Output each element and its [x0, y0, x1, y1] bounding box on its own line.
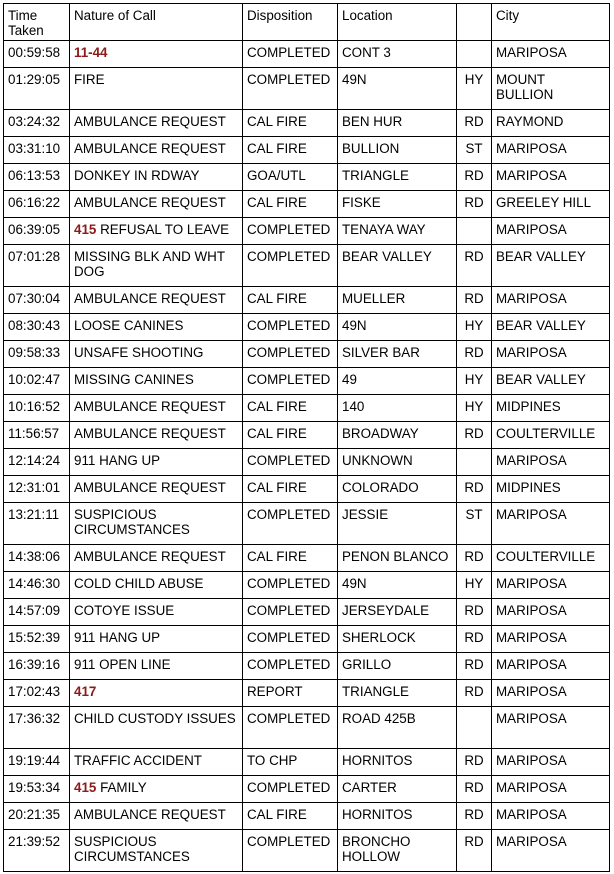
call-nature-text: 911 HANG UP: [74, 630, 161, 645]
call-nature-text: CHILD CUSTODY ISSUES: [74, 711, 236, 726]
call-nature-text: AMBULANCE REQUEST: [74, 195, 226, 210]
call-nature-text: AMBULANCE REQUEST: [74, 426, 226, 441]
cell-location: JESSIE: [338, 503, 457, 545]
cell-location: PENON BLANCO: [338, 545, 457, 572]
call-code: 417: [74, 684, 97, 699]
cell-city: MIDPINES: [492, 476, 610, 503]
table-row: [4, 110, 610, 137]
cell-city: MARIPOSA: [492, 680, 610, 707]
header-location: Location: [338, 4, 457, 41]
cell-street-suffix: RD: [457, 545, 492, 572]
cell-street-suffix: RD: [457, 287, 492, 314]
cell-location: ROAD 425B: [338, 707, 457, 749]
table-row: [4, 68, 610, 110]
cell-nature-of-call: [70, 476, 243, 503]
cell-location: TENAYA WAY: [338, 218, 457, 245]
cell-time-taken: 15:52:39: [4, 626, 70, 653]
table-row: [4, 449, 610, 476]
cell-time-taken: 12:14:24: [4, 449, 70, 476]
cell-nature-of-call: [70, 707, 243, 749]
cell-disposition: COMPLETED: [243, 218, 338, 245]
cell-location: 140: [338, 395, 457, 422]
cell-nature-of-call: [70, 680, 243, 707]
cell-location: UNKNOWN: [338, 449, 457, 476]
call-nature-text: COLD CHILD ABUSE: [74, 576, 204, 591]
header-disposition: Disposition: [243, 4, 338, 41]
call-nature-text: MISSING BLK AND WHT DOG: [74, 249, 225, 279]
cell-city: MARIPOSA: [492, 776, 610, 803]
cell-time-taken: 20:21:35: [4, 803, 70, 830]
call-nature-text: REFUSAL TO LEAVE: [96, 222, 230, 237]
cell-city: MARIPOSA: [492, 653, 610, 680]
cell-nature-of-call: [70, 653, 243, 680]
table-row: [4, 314, 610, 341]
cell-nature-of-call: [70, 137, 243, 164]
cell-time-taken: 14:46:30: [4, 572, 70, 599]
cell-disposition: COMPLETED: [243, 68, 338, 110]
cell-disposition: GOA/UTL: [243, 164, 338, 191]
call-code: 415: [74, 222, 97, 237]
cell-nature-of-call: [70, 449, 243, 476]
table-row: [4, 191, 610, 218]
cell-location: BROADWAY: [338, 422, 457, 449]
table-row: [4, 41, 610, 68]
cell-time-taken: 14:57:09: [4, 599, 70, 626]
cell-location: BEAR VALLEY: [338, 245, 457, 287]
call-nature-text: FAMILY: [96, 780, 147, 795]
call-nature-text: AMBULANCE REQUEST: [74, 549, 226, 564]
cell-nature-of-call: [70, 368, 243, 395]
cell-nature-of-call: [70, 503, 243, 545]
cell-city: MARIPOSA: [492, 449, 610, 476]
call-nature-text: SUSPICIOUS CIRCUMSTANCES: [74, 507, 190, 537]
cell-disposition: CAL FIRE: [243, 395, 338, 422]
cell-time-taken: 03:24:32: [4, 110, 70, 137]
cell-nature-of-call: [70, 830, 243, 872]
call-nature-text: 911 HANG UP: [74, 453, 161, 468]
cell-time-taken: 21:39:52: [4, 830, 70, 872]
cell-location: 49N: [338, 314, 457, 341]
cell-street-suffix: RD: [457, 341, 492, 368]
cell-disposition: CAL FIRE: [243, 287, 338, 314]
header-city: City: [492, 4, 610, 41]
call-nature-text: FIRE: [74, 72, 105, 87]
cell-location: TRIANGLE: [338, 164, 457, 191]
cell-city: BEAR VALLEY: [492, 368, 610, 395]
table-row: [4, 341, 610, 368]
table-header-row: [4, 4, 610, 41]
cell-location: MUELLER: [338, 287, 457, 314]
header-nature-of-call: Nature of Call: [70, 4, 243, 41]
table-row: [4, 830, 610, 872]
table-row: [4, 707, 610, 749]
call-code: 415: [74, 780, 97, 795]
cell-city: MARIPOSA: [492, 572, 610, 599]
cell-street-suffix: RD: [457, 626, 492, 653]
table-row: [4, 164, 610, 191]
cell-street-suffix: [457, 449, 492, 476]
cell-disposition: TO CHP: [243, 749, 338, 776]
cell-nature-of-call: [70, 68, 243, 110]
cell-location: HORNITOS: [338, 749, 457, 776]
cell-city: MARIPOSA: [492, 218, 610, 245]
cell-street-suffix: RD: [457, 830, 492, 872]
cell-disposition: CAL FIRE: [243, 476, 338, 503]
cell-city: MARIPOSA: [492, 803, 610, 830]
cell-nature-of-call: [70, 776, 243, 803]
cell-street-suffix: RD: [457, 191, 492, 218]
table-row: [4, 368, 610, 395]
cell-street-suffix: ST: [457, 503, 492, 545]
cell-disposition: COMPLETED: [243, 503, 338, 545]
cell-street-suffix: ST: [457, 137, 492, 164]
call-code: 11-44: [74, 45, 108, 60]
cell-disposition: COMPLETED: [243, 449, 338, 476]
cell-location: 49: [338, 368, 457, 395]
cell-disposition: CAL FIRE: [243, 137, 338, 164]
cell-location: BEN HUR: [338, 110, 457, 137]
call-nature-text: SUSPICIOUS CIRCUMSTANCES: [74, 834, 190, 864]
table-row: [4, 476, 610, 503]
call-nature-text: AMBULANCE REQUEST: [74, 114, 226, 129]
cell-street-suffix: RD: [457, 680, 492, 707]
call-nature-text: DONKEY IN RDWAY: [74, 168, 200, 183]
cell-street-suffix: RD: [457, 803, 492, 830]
cell-city: GREELEY HILL: [492, 191, 610, 218]
cell-city: MARIPOSA: [492, 137, 610, 164]
table-row: [4, 599, 610, 626]
cell-disposition: COMPLETED: [243, 830, 338, 872]
header-street-suffix: [457, 4, 492, 41]
cell-location: CONT 3: [338, 41, 457, 68]
cell-location: 49N: [338, 68, 457, 110]
cell-time-taken: 19:19:44: [4, 749, 70, 776]
cell-street-suffix: HY: [457, 68, 492, 110]
cell-city: MARIPOSA: [492, 164, 610, 191]
cell-nature-of-call: [70, 41, 243, 68]
cell-street-suffix: RD: [457, 653, 492, 680]
cell-time-taken: 09:58:33: [4, 341, 70, 368]
call-nature-text: UNSAFE SHOOTING: [74, 345, 204, 360]
cell-location: COLORADO: [338, 476, 457, 503]
cell-time-taken: 17:02:43: [4, 680, 70, 707]
call-nature-text: AMBULANCE REQUEST: [74, 807, 226, 822]
cell-time-taken: 07:30:04: [4, 287, 70, 314]
cell-street-suffix: [457, 707, 492, 749]
cell-time-taken: 10:16:52: [4, 395, 70, 422]
header-time-taken: Time Taken: [4, 4, 70, 41]
table-row: [4, 749, 610, 776]
cell-time-taken: 11:56:57: [4, 422, 70, 449]
call-log-table: [3, 3, 610, 872]
table-row: [4, 776, 610, 803]
cell-time-taken: 14:38:06: [4, 545, 70, 572]
cell-time-taken: 00:59:58: [4, 41, 70, 68]
table-row: [4, 503, 610, 545]
cell-disposition: CAL FIRE: [243, 191, 338, 218]
table-row: [4, 680, 610, 707]
call-nature-text: MISSING CANINES: [74, 372, 194, 387]
cell-street-suffix: RD: [457, 776, 492, 803]
cell-city: MARIPOSA: [492, 503, 610, 545]
cell-time-taken: 08:30:43: [4, 314, 70, 341]
cell-street-suffix: RD: [457, 422, 492, 449]
cell-street-suffix: HY: [457, 368, 492, 395]
cell-time-taken: 16:39:16: [4, 653, 70, 680]
cell-disposition: COMPLETED: [243, 245, 338, 287]
table-row: [4, 572, 610, 599]
cell-street-suffix: RD: [457, 164, 492, 191]
cell-city: MARIPOSA: [492, 599, 610, 626]
cell-nature-of-call: [70, 314, 243, 341]
cell-street-suffix: RD: [457, 599, 492, 626]
cell-time-taken: 06:39:05: [4, 218, 70, 245]
cell-time-taken: 17:36:32: [4, 707, 70, 749]
call-nature-text: AMBULANCE REQUEST: [74, 399, 226, 414]
cell-street-suffix: RD: [457, 476, 492, 503]
cell-location: BRONCHO HOLLOW: [338, 830, 457, 872]
cell-location: TRIANGLE: [338, 680, 457, 707]
call-nature-text: COTOYE ISSUE: [74, 603, 175, 618]
cell-time-taken: 07:01:28: [4, 245, 70, 287]
cell-disposition: COMPLETED: [243, 341, 338, 368]
table-body: [4, 41, 610, 872]
cell-location: CARTER: [338, 776, 457, 803]
cell-location: BULLION: [338, 137, 457, 164]
cell-street-suffix: [457, 218, 492, 245]
cell-street-suffix: RD: [457, 110, 492, 137]
cell-city: MARIPOSA: [492, 830, 610, 872]
cell-location: FISKE: [338, 191, 457, 218]
cell-nature-of-call: [70, 395, 243, 422]
cell-nature-of-call: [70, 626, 243, 653]
cell-nature-of-call: [70, 110, 243, 137]
table-row: [4, 545, 610, 572]
cell-nature-of-call: [70, 341, 243, 368]
cell-time-taken: 06:13:53: [4, 164, 70, 191]
cell-time-taken: 03:31:10: [4, 137, 70, 164]
cell-city: MARIPOSA: [492, 41, 610, 68]
cell-disposition: CAL FIRE: [243, 422, 338, 449]
cell-city: COULTERVILLE: [492, 545, 610, 572]
cell-nature-of-call: [70, 218, 243, 245]
table-row: [4, 218, 610, 245]
cell-location: HORNITOS: [338, 803, 457, 830]
cell-disposition: COMPLETED: [243, 41, 338, 68]
cell-disposition: CAL FIRE: [243, 545, 338, 572]
cell-nature-of-call: [70, 572, 243, 599]
cell-disposition: COMPLETED: [243, 707, 338, 749]
cell-location: JERSEYDALE: [338, 599, 457, 626]
cell-city: MARIPOSA: [492, 287, 610, 314]
call-nature-text: AMBULANCE REQUEST: [74, 291, 226, 306]
cell-city: MARIPOSA: [492, 707, 610, 749]
cell-nature-of-call: [70, 191, 243, 218]
cell-disposition: COMPLETED: [243, 572, 338, 599]
call-nature-text: AMBULANCE REQUEST: [74, 141, 226, 156]
table-row: [4, 245, 610, 287]
cell-disposition: COMPLETED: [243, 626, 338, 653]
cell-city: MARIPOSA: [492, 626, 610, 653]
call-nature-text: LOOSE CANINES: [74, 318, 184, 333]
call-nature-text: TRAFFIC ACCIDENT: [74, 753, 202, 768]
table-row: [4, 653, 610, 680]
cell-location: GRILLO: [338, 653, 457, 680]
cell-nature-of-call: [70, 803, 243, 830]
cell-disposition: COMPLETED: [243, 653, 338, 680]
cell-time-taken: 06:16:22: [4, 191, 70, 218]
cell-disposition: COMPLETED: [243, 368, 338, 395]
cell-location: SILVER BAR: [338, 341, 457, 368]
cell-city: MIDPINES: [492, 395, 610, 422]
cell-time-taken: 13:21:11: [4, 503, 70, 545]
cell-time-taken: 12:31:01: [4, 476, 70, 503]
cell-disposition: CAL FIRE: [243, 803, 338, 830]
cell-street-suffix: RD: [457, 749, 492, 776]
cell-disposition: COMPLETED: [243, 599, 338, 626]
table-row: [4, 803, 610, 830]
cell-disposition: COMPLETED: [243, 314, 338, 341]
cell-disposition: COMPLETED: [243, 776, 338, 803]
cell-city: MARIPOSA: [492, 749, 610, 776]
cell-city: BEAR VALLEY: [492, 245, 610, 287]
cell-disposition: REPORT: [243, 680, 338, 707]
cell-location: 49N: [338, 572, 457, 599]
cell-city: MARIPOSA: [492, 341, 610, 368]
cell-city: BEAR VALLEY: [492, 314, 610, 341]
table-row: [4, 137, 610, 164]
cell-location: SHERLOCK: [338, 626, 457, 653]
cell-nature-of-call: [70, 164, 243, 191]
table-row: [4, 422, 610, 449]
cell-street-suffix: [457, 41, 492, 68]
table-row: [4, 626, 610, 653]
cell-nature-of-call: [70, 245, 243, 287]
cell-nature-of-call: [70, 545, 243, 572]
table-row: [4, 287, 610, 314]
cell-nature-of-call: [70, 287, 243, 314]
cell-nature-of-call: [70, 599, 243, 626]
cell-time-taken: 19:53:34: [4, 776, 70, 803]
cell-street-suffix: RD: [457, 245, 492, 287]
table-row: [4, 395, 610, 422]
cell-city: RAYMOND: [492, 110, 610, 137]
cell-disposition: CAL FIRE: [243, 110, 338, 137]
cell-nature-of-call: [70, 749, 243, 776]
cell-city: COULTERVILLE: [492, 422, 610, 449]
cell-city: MOUNT BULLION: [492, 68, 610, 110]
cell-street-suffix: HY: [457, 572, 492, 599]
call-nature-text: 911 OPEN LINE: [74, 657, 171, 672]
cell-street-suffix: HY: [457, 395, 492, 422]
call-nature-text: AMBULANCE REQUEST: [74, 480, 226, 495]
cell-nature-of-call: [70, 422, 243, 449]
cell-time-taken: 10:02:47: [4, 368, 70, 395]
cell-time-taken: 01:29:05: [4, 68, 70, 110]
cell-street-suffix: HY: [457, 314, 492, 341]
